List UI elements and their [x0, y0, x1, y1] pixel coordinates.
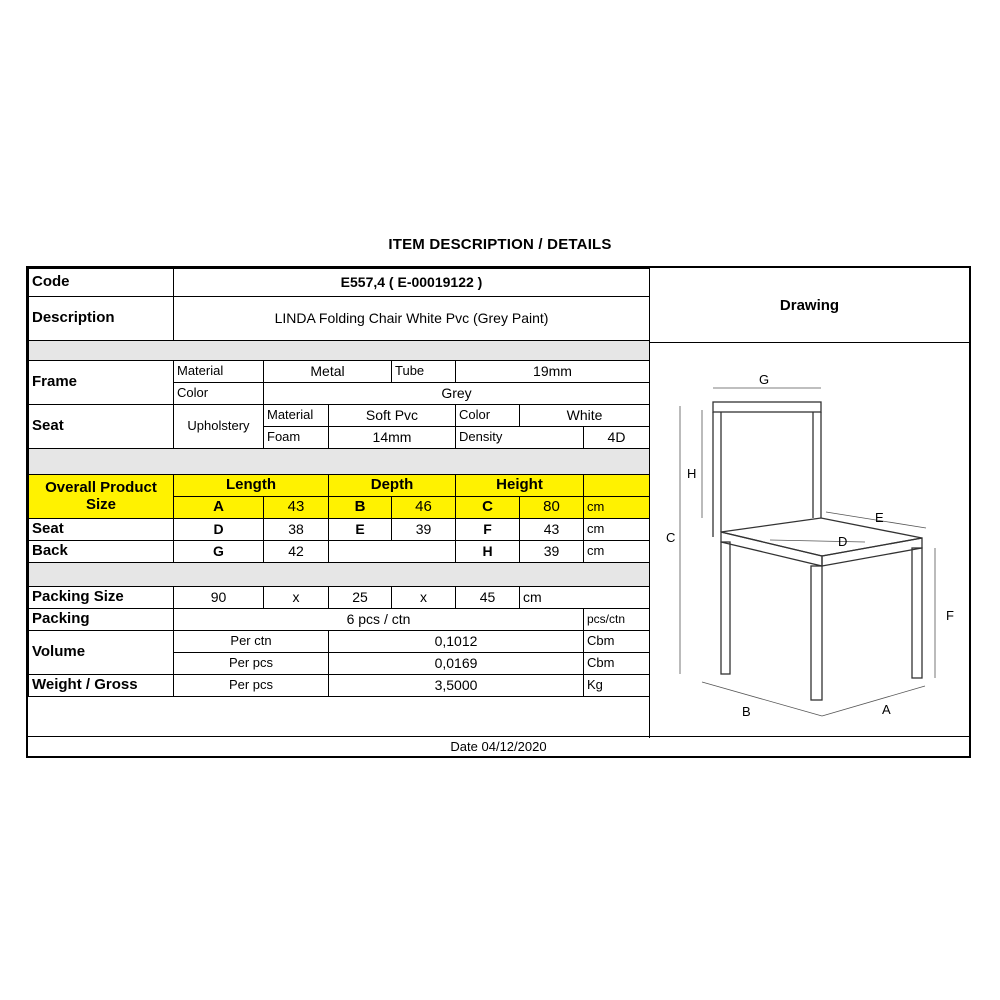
separator-row	[29, 563, 650, 587]
weight-per-pcs-label: Per pcs	[174, 675, 329, 697]
depth-header: Depth	[329, 475, 456, 497]
weight-label: Weight / Gross	[29, 675, 174, 697]
seat-material-value: Soft Pvc	[329, 405, 456, 427]
packing-size-width: 25	[329, 587, 392, 609]
drawing-letter-a: A	[882, 702, 891, 717]
spec-sheet	[26, 266, 971, 758]
packing-size-length: 90	[174, 587, 264, 609]
dim-f-label: F	[456, 519, 520, 541]
frame-tube-label: Tube	[392, 361, 456, 383]
volume-per-ctn-value: 0,1012	[329, 631, 584, 653]
packing-size-x1: x	[264, 587, 329, 609]
packing-size-unit: cm	[520, 587, 650, 609]
drawing-letter-c: C	[666, 530, 676, 545]
packing-unit: pcs/ctn	[584, 609, 650, 631]
dim-h-label: H	[456, 541, 520, 563]
dim-b-label: B	[329, 497, 392, 519]
volume-per-pcs-label: Per pcs	[174, 653, 329, 675]
foam-label: Foam	[264, 427, 329, 449]
seat-size-unit: cm	[584, 519, 650, 541]
packing-size-label: Packing Size	[29, 587, 174, 609]
seat-color-value: White	[520, 405, 650, 427]
description-value: LINDA Folding Chair White Pvc (Grey Paint)	[174, 297, 650, 341]
dim-c-value: 80	[520, 497, 584, 519]
drawing-letter-f: F	[946, 608, 954, 623]
frame-color-value: Grey	[264, 383, 650, 405]
packing-value: 6 pcs / ctn	[174, 609, 584, 631]
weight-unit: Kg	[584, 675, 650, 697]
dim-d-value: 38	[264, 519, 329, 541]
volume-per-pcs-value: 0,0169	[329, 653, 584, 675]
frame-color-label: Color	[174, 383, 264, 405]
drawing-letter-g: G	[759, 372, 770, 387]
drawing-letter-e: E	[875, 510, 884, 525]
dim-g-value: 42	[264, 541, 329, 563]
dim-h-value: 39	[520, 541, 584, 563]
dim-e-label: E	[329, 519, 392, 541]
packing-size-x2: x	[392, 587, 456, 609]
seat-material-label: Material	[264, 405, 329, 427]
drawing-letter-h: H	[687, 466, 697, 481]
dim-e-value: 39	[392, 519, 456, 541]
back-size-unit: cm	[584, 541, 650, 563]
date-row: Date 04/12/2020	[28, 736, 969, 756]
foam-value: 14mm	[329, 427, 456, 449]
drawing-letter-d: D	[838, 534, 848, 549]
packing-label: Packing	[29, 609, 174, 631]
upholstery-label: Upholstery	[174, 405, 264, 449]
back-blank-cell	[329, 541, 456, 563]
separator-row	[29, 449, 650, 475]
dim-a-value: 43	[264, 497, 329, 519]
weight-value: 3,5000	[329, 675, 584, 697]
overall-size-label: Overall Product Size	[29, 475, 174, 519]
frame-material-label: Material	[174, 361, 264, 383]
volume-per-ctn-label: Per ctn	[174, 631, 329, 653]
description-label: Description	[29, 297, 174, 341]
dim-b-value: 46	[392, 497, 456, 519]
density-label: Density	[456, 427, 584, 449]
drawing-letter-b: B	[742, 704, 751, 719]
code-value: E557,4 ( E-00019122 )	[174, 269, 650, 297]
seat-label: Seat	[29, 405, 174, 449]
chair-drawing	[650, 342, 968, 738]
code-label: Code	[29, 269, 174, 297]
chair-outline	[713, 402, 922, 700]
dim-f-value: 43	[520, 519, 584, 541]
overall-unit: cm	[584, 497, 650, 519]
volume-label: Volume	[29, 631, 174, 675]
seat-color-label: Color	[456, 405, 520, 427]
dim-a-label: A	[174, 497, 264, 519]
drawing-panel	[649, 268, 969, 738]
spec-table	[28, 268, 650, 697]
frame-tube-value: 19mm	[456, 361, 650, 383]
length-header: Length	[174, 475, 329, 497]
height-header: Height	[456, 475, 584, 497]
frame-material-value: Metal	[264, 361, 392, 383]
seat-size-label: Seat	[29, 519, 174, 541]
back-size-label: Back	[29, 541, 174, 563]
dim-g-label: G	[174, 541, 264, 563]
volume-per-ctn-unit: Cbm	[584, 631, 650, 653]
dim-c-label: C	[456, 497, 520, 519]
separator-row	[29, 341, 650, 361]
volume-per-pcs-unit: Cbm	[584, 653, 650, 675]
yellow-blank	[584, 475, 650, 497]
drawing-label: Drawing	[650, 268, 969, 343]
packing-size-height: 45	[456, 587, 520, 609]
dim-d-label: D	[174, 519, 264, 541]
frame-label: Frame	[29, 361, 174, 405]
density-value: 4D	[584, 427, 650, 449]
page-title: ITEM DESCRIPTION / DETAILS	[388, 236, 612, 253]
